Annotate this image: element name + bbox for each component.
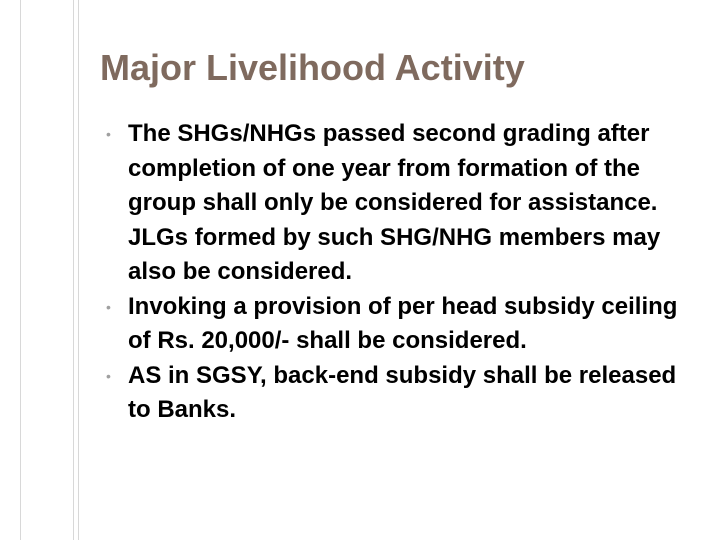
decorative-rule bbox=[78, 0, 79, 540]
bullet-item bbox=[100, 359, 700, 428]
bullet-item bbox=[100, 290, 700, 359]
bullet-text: AS in SGSY, back-end subsidy shall be released to Banks. bbox=[128, 361, 677, 423]
bullet-icon: • bbox=[106, 126, 111, 142]
bullet-icon: • bbox=[106, 367, 111, 384]
decorative-frame bbox=[20, 0, 74, 540]
bullet-icon: • bbox=[106, 298, 111, 315]
bullet-text: The SHGs/NHGs passed second grading after completion of one year from formation of the group shall only be considered for assistance. JLGs formed by such SHG/NHG members may also be considered. bbox=[128, 120, 661, 285]
slide-title: Major Livelihood Activity bbox=[100, 47, 525, 88]
bullet-text: Invoking a provision of per head subsidy ceiling of Rs. 20,000/- shall be considered. bbox=[128, 292, 678, 354]
bullet-list bbox=[100, 117, 700, 428]
bullet-item bbox=[100, 117, 700, 290]
